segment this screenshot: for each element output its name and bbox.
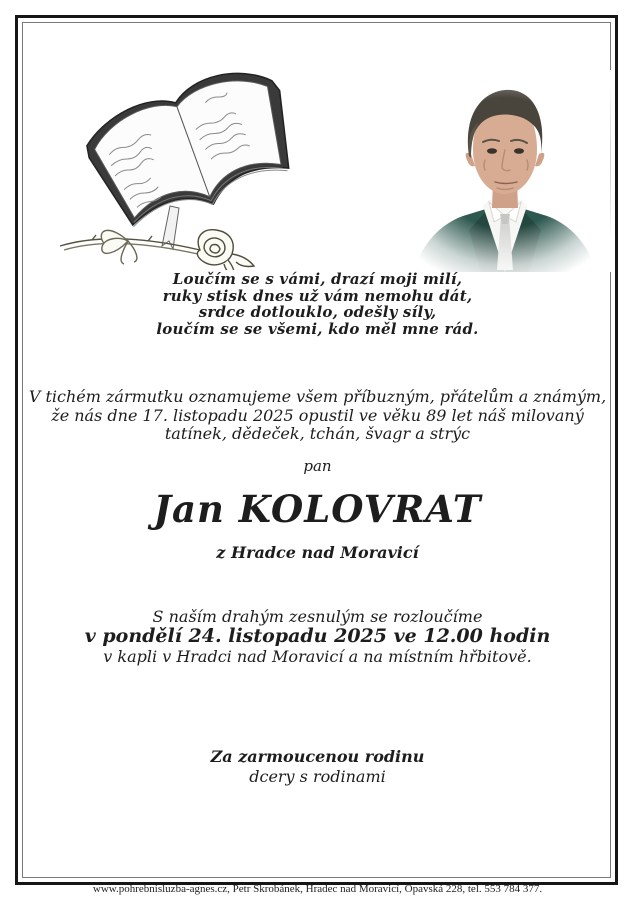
closing-signature xyxy=(0,747,635,787)
funeral-details xyxy=(0,607,635,666)
farewell-verse xyxy=(0,271,635,337)
announcement-line: že nás dne 17. listopadu 2025 opustil ve věku 89 let náš milovaný xyxy=(51,405,584,425)
open-book-sketch xyxy=(78,57,302,239)
funeral-location: v kapli v Hradci nad Moravicí a na místním hřbitově. xyxy=(103,647,532,666)
deceased-name: Jan KOLOVRAT xyxy=(153,487,482,531)
verse-line: Loučím se s vámi, drazí moji milí, xyxy=(172,270,463,288)
verse-line: srdce dotlouklo, odešly síly, xyxy=(198,303,437,321)
ribbon-bow xyxy=(101,230,137,264)
book-rose-illustration xyxy=(52,48,302,270)
funeral-line: S naším drahým zesnulým se rozloučíme xyxy=(152,607,483,626)
death-announcement xyxy=(0,388,635,444)
honorific-prefix: pan xyxy=(303,457,332,475)
verse-line: loučím se se všemi, kdo měl mne rád. xyxy=(156,319,479,338)
photo-vignette xyxy=(397,70,613,272)
portrait-photo xyxy=(397,70,613,272)
funeral-date-time: v pondělí 24. listopadu 2025 ve 12.00 hodin xyxy=(84,625,551,647)
announcement-line: V tichém zármutku oznamujeme všem příbuzným, přátelům a známým, xyxy=(28,387,607,406)
deceased-origin: z Hradce nad Moravicí xyxy=(216,543,419,562)
verse-line: ruky stisk dnes už vám nemohu dát, xyxy=(162,286,473,305)
closing-line: Za zarmoucenou rodinu xyxy=(210,747,425,766)
closing-line: dcery s rodinami xyxy=(249,767,386,786)
announcement-line: tatínek, dědeček, tchán, švagr a strýc xyxy=(164,424,471,443)
funeral-service-footer: www.pohrebnisluzba-agnes.cz, Petr Škrobánek, Hradec nad Moravicí, Opavská 228, tel. 553 784 377. xyxy=(92,883,543,895)
rose-flower xyxy=(197,230,254,270)
rose-sketch xyxy=(60,230,254,270)
